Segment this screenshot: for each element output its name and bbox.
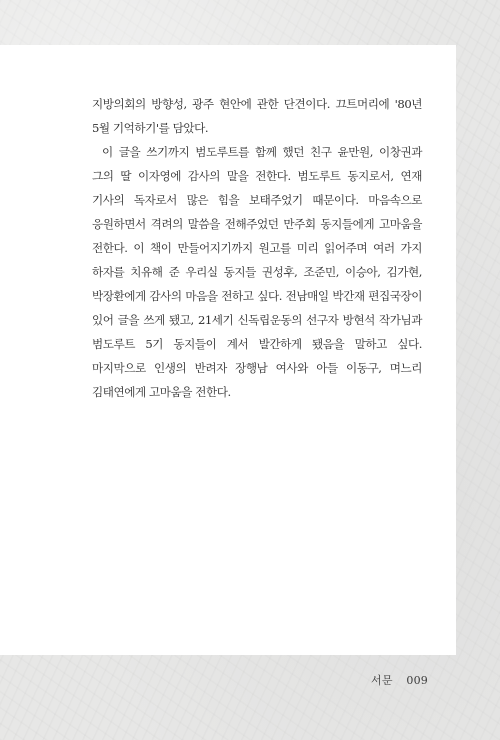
paragraph: 지방의회의 방향성, 광주 현안에 관한 단견이다. 끄트머리에 '80년 5월 기억하기'를 담았다. <box>92 97 422 135</box>
page-footer <box>371 672 428 688</box>
body-text <box>92 92 422 404</box>
paragraph: 이 글을 쓰기까지 범도루트를 함께 했던 친구 윤만원, 이창권과 그의 딸 이자영에 감사의 말을 전한다. 범도루트 동지로서, 연재 기사의 독자로서 많은 힘을 보태주었기 때문이다. 마음속으로 응원하면서 격려의 말씀을 전해주었던 만주회 동지들에게 고마움을 전한다. 이 책이 만들어지기까지 원고를 미리 읽어주며 여러 가지 하자를 치유해 준 우리실 동지들 권성후, 조준민, 이승아, 김가현, 박장환에게 감사의 마음을 전하고 싶다. 전남매일 박간재 편집국장이 있어 글을 쓰게 됐고, 21세기 신독립운동의 선구자 방현석 작가님과 범도루트 5기 동지들이 계서 발간하게 됐음을 말하고 싶다. 마지막으로 인생의 반려자 장행남 여사와 아들 이동구, 며느리 김태연에게 고마움을 전한다. <box>92 145 422 399</box>
page-number: 009 <box>406 674 428 687</box>
chapter-title: 서문 <box>371 674 393 687</box>
